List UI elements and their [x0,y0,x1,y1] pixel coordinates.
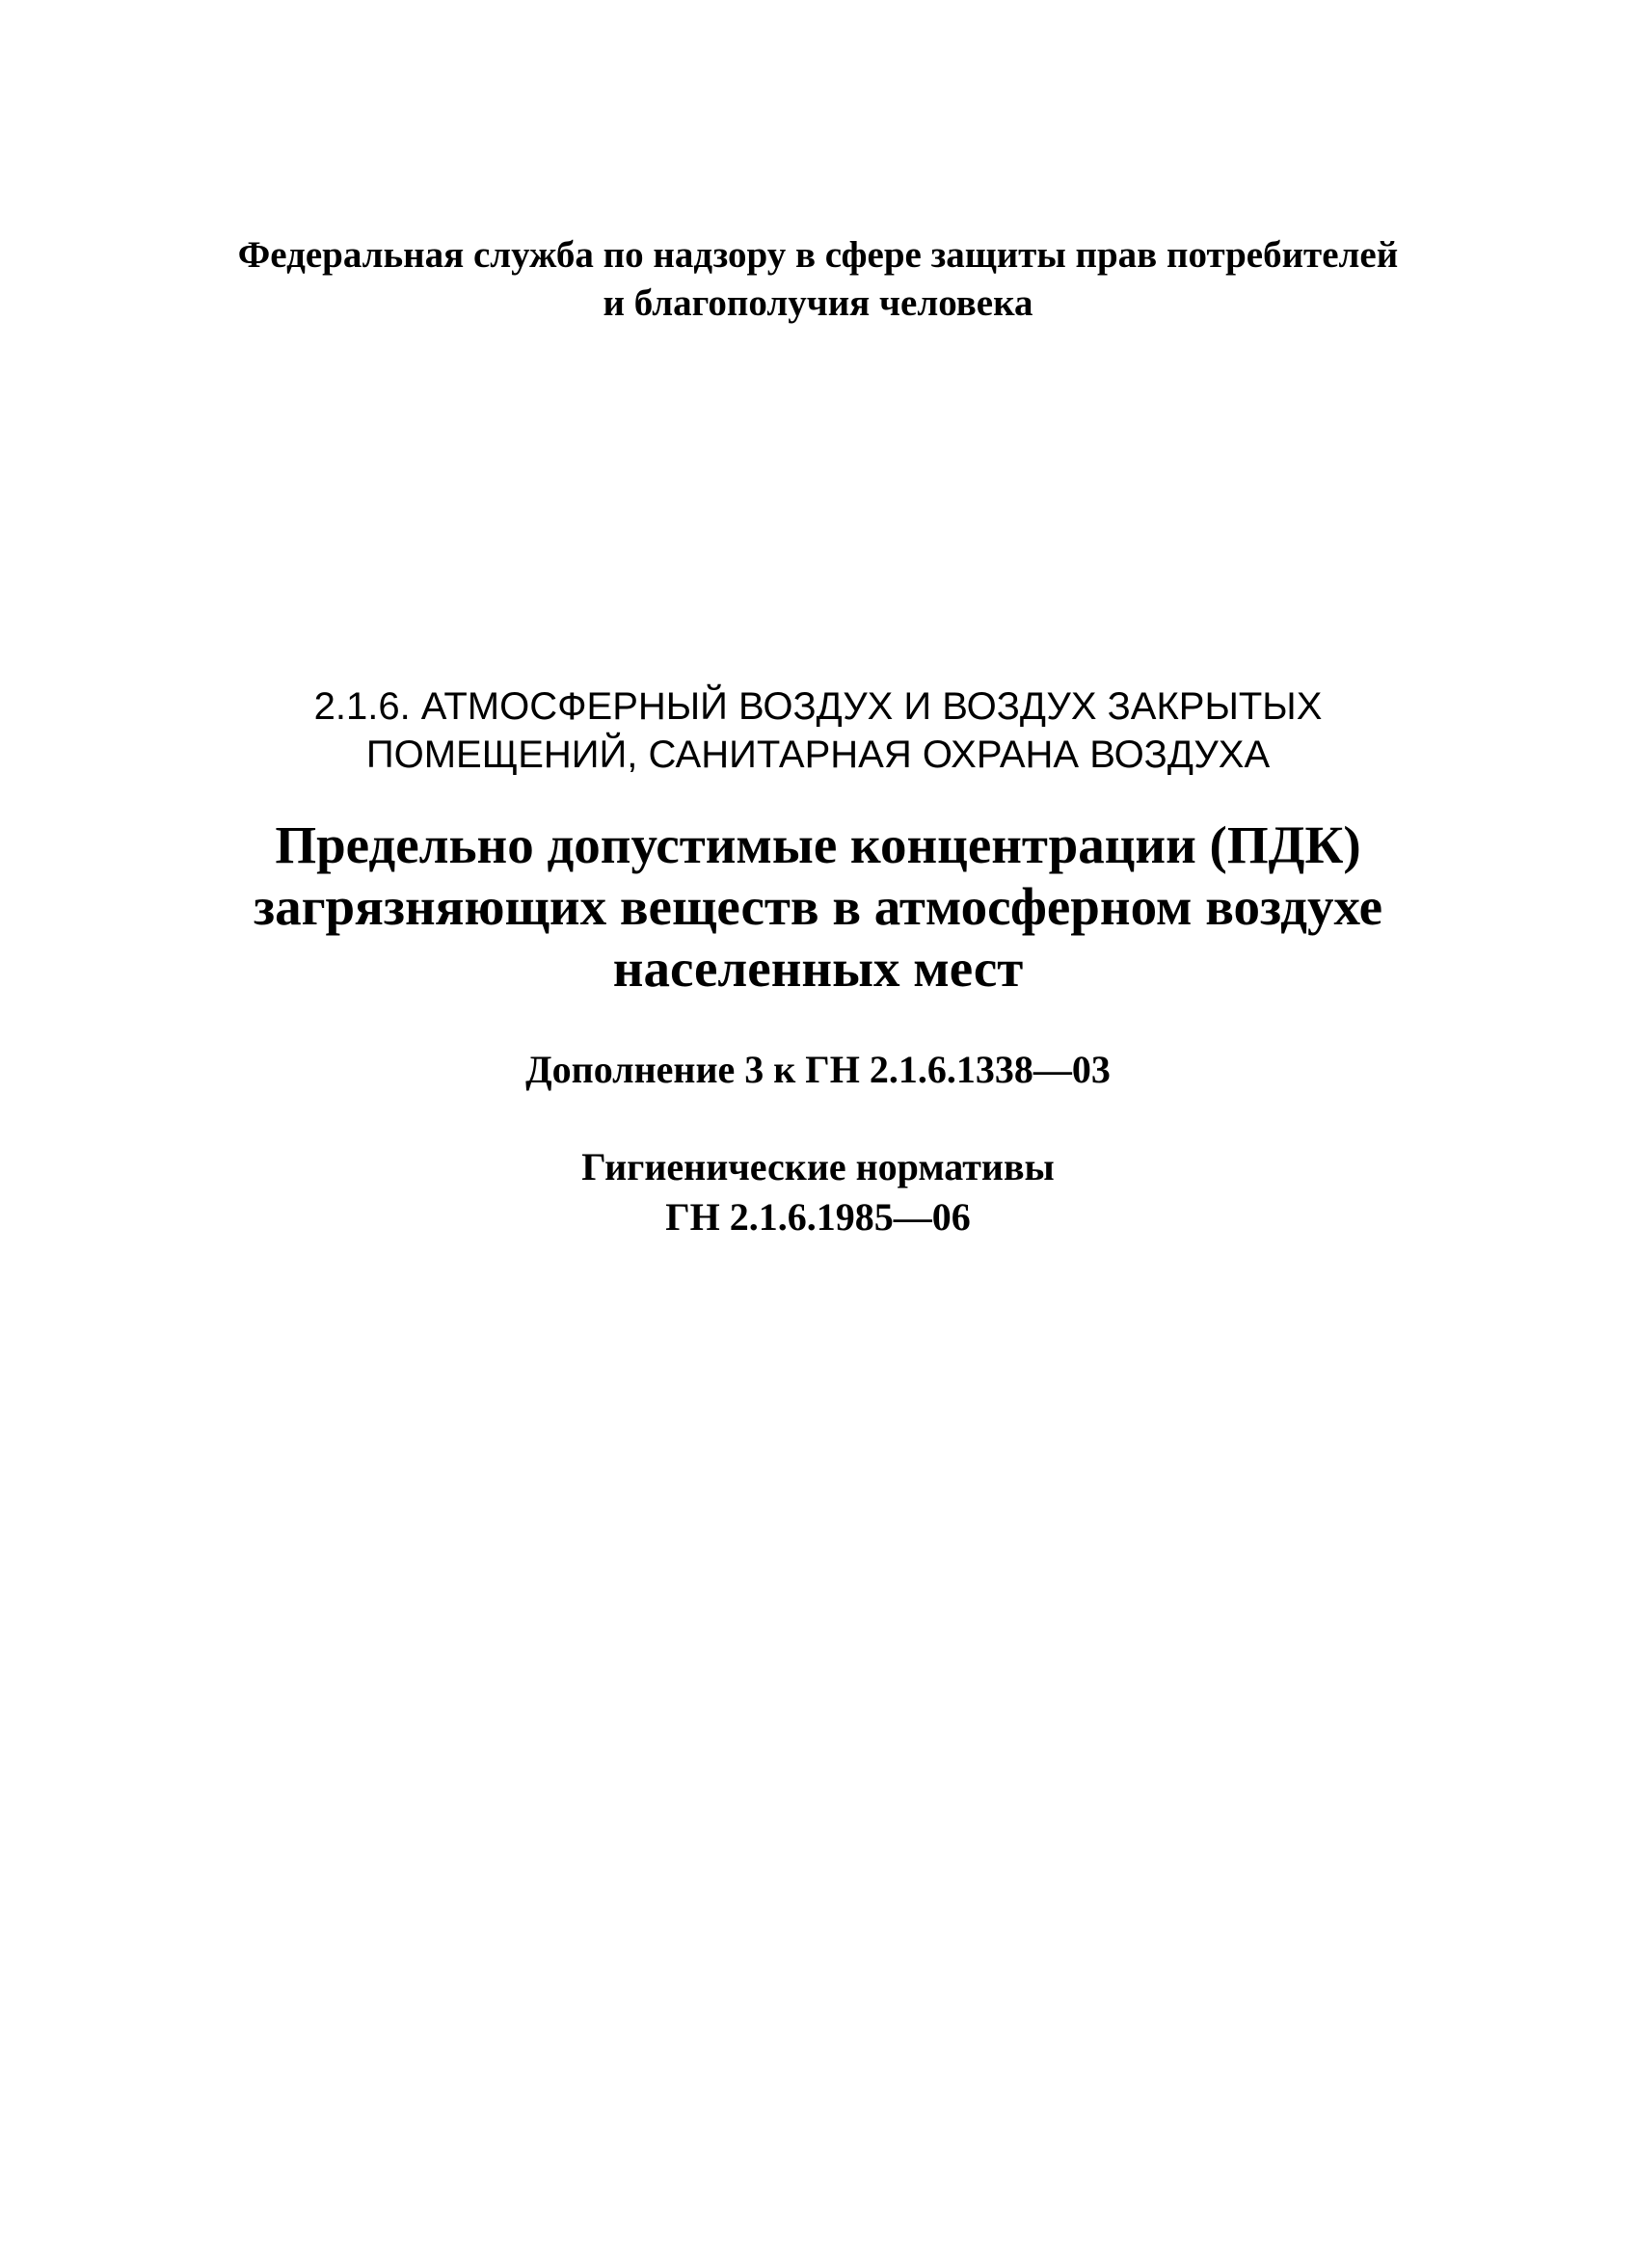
document-title [0,814,1636,1000]
title-line-1: Предельно допустимые концентрации (ПДК) [275,815,1361,874]
section-heading [0,682,1636,779]
title-line-3: населенных мест [612,939,1024,998]
section-line-1: 2.1.6. АТМОСФЕРНЫЙ ВОЗДУХ И ВОЗДУХ ЗАКРЫТЫХ [313,685,1323,728]
agency-line-1: Федеральная служба по надзору в сфере защиты прав потребителей [237,234,1399,276]
supplement-label [0,1046,1636,1094]
norms-line-1: Гигиенические нормативы [581,1145,1055,1188]
supplement-line: Дополнение 3 к ГН 2.1.6.1338—03 [525,1048,1111,1091]
hygienic-norms [0,1142,1636,1242]
agency-line-2: и благополучия человека [603,282,1033,324]
title-line-2: загрязняющих веществ в атмосферном воздухе [253,877,1383,936]
section-line-2: ПОМЕЩЕНИЙ, САНИТАРНАЯ ОХРАНА ВОЗДУХА [365,734,1271,776]
norms-line-2: ГН 2.1.6.1985—06 [665,1195,971,1239]
agency-header [0,231,1636,328]
